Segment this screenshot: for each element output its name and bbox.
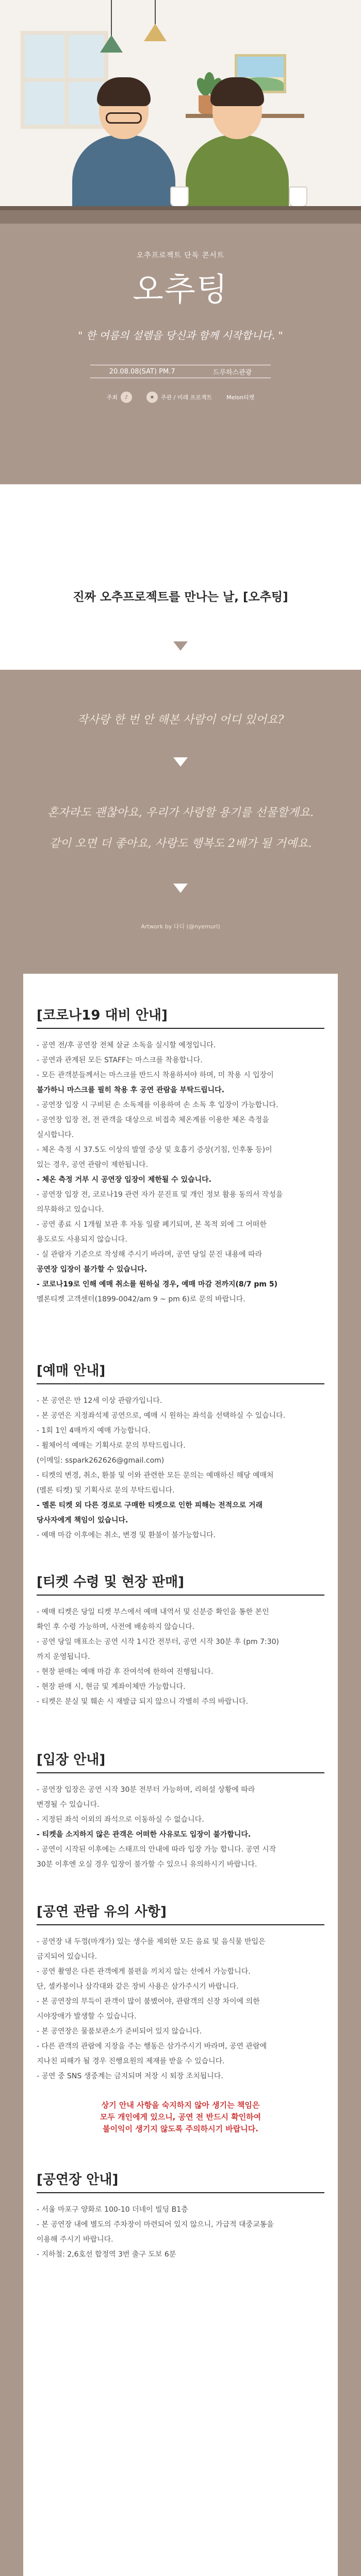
notice-item: - 공연이 시작된 이후에는 스태프의 안내에 따라 입장 가능 합니다. 공연 시작 — [37, 1845, 276, 1854]
notice-item: - 모든 관객분들께서는 마스크를 반드시 착용하셔야 하며, 미 착용 시 입장이 — [37, 1071, 274, 1079]
illustration-window — [21, 31, 108, 129]
intro-poem-line: 같이 오면 더 좋아요, 사랑도 행복도 2배가 될 거예요. — [49, 837, 312, 850]
lamp-icon — [144, 24, 167, 41]
notice-item: - 공연장 입장 전, 전 관객을 대상으로 비접촉 체온계를 이용한 체온 측정을 — [37, 1116, 269, 1124]
warning-notice: 상기 안내 사항을 숙지하지 않아 생기는 책임은 모두 개인에게 있으니, 공연 전 반드시 확인하여 불이익이 생기지 않도록 주의하시기 바랍니다. — [100, 2100, 261, 2133]
notice-item: - 티켓은 분실 및 훼손 시 재발급 되지 않으니 각별히 주의 바랍니다. — [37, 1698, 249, 1706]
section-title-booking: [예매 안내] — [37, 1363, 106, 1379]
notice-item: - 1회 1인 4매까지 예매 가능합니다. — [37, 1427, 151, 1435]
notice-item: - 본 공연장은 물품보관소가 준비되어 있지 않습니다. — [37, 2027, 202, 2036]
concert-subtitle: 오추프로젝트 단독 콘서트 — [136, 251, 225, 260]
artwork-credit: Artwork by 다디 (@nyemurl) — [141, 923, 220, 930]
intro-poem-line: 혼자라도 괜찮아요, 우리가 사랑할 용기를 선물할게요. — [47, 806, 314, 819]
notice-item: 불가하니 마스크를 필히 착용 후 공연 관람을 부탁드립니다. — [37, 1086, 225, 1094]
notice-item: - 체온 측정 시 37.5도 이상의 발열 증상 및 호흡기 증상(기침, 인후통 등)이 — [37, 1146, 272, 1154]
intro-poem-line: 작사랑 한 번 안 해본 사람이 어디 있어요? — [77, 714, 284, 726]
coffee-cup-icon — [289, 187, 307, 207]
arrow-down-icon — [173, 641, 188, 651]
section-list-rules — [37, 1935, 324, 2084]
notice-item: - 공연장 입장 전, 코로나19 관련 자가 문진표 및 개인 정보 활용 동의서 작성을 — [37, 1191, 283, 1199]
section-divider — [37, 1028, 324, 1029]
notice-item: - 지정된 좌석 이외의 좌석으로 이동하실 수 없습니다. — [37, 1816, 204, 1824]
notice-item: 당사자에게 책임이 있습니다. — [37, 1516, 128, 1524]
credit-organizer: ★ 주관 / 미래 프로젝트 — [146, 392, 212, 403]
concert-date: 20.08.08(SAT) PM.7 — [109, 367, 175, 376]
concert-title: 오추팅 — [133, 270, 228, 308]
notice-item: - 본 공연은 만 12세 이상 관람가입니다. — [37, 1397, 162, 1405]
lamp-cord — [111, 0, 112, 36]
notice-item: 금지되어 있습니다. — [37, 1953, 97, 1961]
notice-item: - 공연장 내 두껑(마개가) 있는 생수를 제외한 모든 음료 및 음식물 반입은 — [37, 1938, 266, 1946]
section-title-covid: [코로나19 대비 안내] — [37, 1008, 168, 1023]
notice-item: 있는 경우, 공연 관람이 제한됩니다. — [37, 1161, 149, 1169]
notice-item: - 공연 촬영은 다른 관객에게 불편을 끼치지 않는 선에서 가능합니다. — [37, 1968, 251, 1976]
section-title-ticket: [티켓 수령 및 현장 판매] — [37, 1574, 185, 1590]
notice-item: - 공연 종료 시 1개월 보관 후 자동 일괄 폐기되며, 본 목적 외에 그 어떠한 — [37, 1221, 267, 1229]
intro — [0, 587, 361, 604]
notice-item: - 다른 관객의 관람에 지장을 주는 행동은 삼가주시기 바라며, 공연 관람에 — [37, 2042, 267, 2050]
notice-item: 용도로도 사용되지 않습니다. — [37, 1235, 127, 1244]
notice-item: - 휠체어석 예매는 기획사로 문의 부탁드립니다. — [37, 1442, 186, 1450]
notice-item: 변경될 수 있습니다. — [37, 1801, 100, 1809]
notice-item: - 공연장 입장은 공연 시작 30분 전부터 가능하며, 리허설 상황에 따라 — [37, 1786, 255, 1794]
section-list-ticket — [37, 1605, 324, 1709]
section-divider — [37, 1772, 324, 1773]
section-divider — [37, 1383, 324, 1384]
notice-item: 까지 운영됩니다. — [37, 1653, 90, 1661]
illustration-person-left — [72, 135, 175, 217]
notice-item: - 본 공연장의 부득이 관객이 많이 붐볐어야, 관람객의 신장 차이에 의한 — [37, 1997, 260, 2006]
concert-venue: 드루하스관광 — [212, 368, 252, 377]
notice-item: - 공연 전/후 공연장 전체 살균 소독을 실시할 예정입니다. — [37, 1041, 216, 1049]
notice-item: 이용해 주시기 바랍니다. — [37, 2235, 113, 2244]
section-divider — [37, 2192, 324, 2193]
credits — [0, 392, 361, 403]
section-list-venue — [37, 2202, 324, 2262]
notice-item: 확인 후 수령 가능하며, 사전에 배송하지 않습니다. — [37, 1623, 195, 1631]
notice-item: - 지하철: 2,6호선 합정역 3번 출구 도보 6분 — [37, 2250, 176, 2259]
coffee-cup-icon — [170, 187, 189, 207]
host-logo-icon: ♪ — [121, 392, 132, 403]
notice-box — [23, 974, 338, 2576]
notice-item: 단, 셀카봉이나 삼각대와 같은 장비 사용은 삼가주시기 바랍니다. — [37, 1982, 239, 1991]
notice-item: - 멜론 티켓 외 다른 경로로 구매한 티켓으로 인한 피해는 전적으로 거래 — [37, 1501, 263, 1510]
credit-host: 주최 ♪ — [107, 392, 132, 403]
credit-ticketing: Melon티켓 — [226, 394, 255, 401]
notice-item: - 티켓의 변경, 취소, 환불 및 이와 관련한 모든 문의는 예매하신 해당 예매처 — [37, 1471, 274, 1480]
notice-item: 공연장 입장이 불가할 수 있습니다. — [37, 1265, 147, 1274]
hero-text — [0, 227, 361, 484]
section-title-venue: [공연장 안내] — [37, 2172, 119, 2188]
notice-item: - 본 공연장 내에 별도의 주차장이 마련되어 있지 않으니, 가급적 대중교통을 — [37, 2221, 274, 2229]
notice-item: 실시합니다. — [37, 1131, 74, 1139]
notice-item: 30분 이후엔 오실 경우 입장이 불가할 수 있으니 유의하시기 바랍니다. — [37, 1860, 257, 1869]
section-divider — [37, 1924, 324, 1925]
notice-item: - 공연과 관계된 모든 STAFF는 마스크를 착용합니다. — [37, 1056, 203, 1064]
notice-item: 시야장애가 발생할 수 있습니다. — [37, 2012, 137, 2021]
notice-item: (멜론 티켓) 및 기획사로 문의 부탁드립니다. — [37, 1486, 175, 1495]
section-title-entry: [입장 안내] — [37, 1752, 106, 1768]
notice-item: - 현장 판매 시, 현금 및 계좌이체만 가능합니다. — [37, 1683, 186, 1691]
notice-item: - 예매 티켓은 당일 티켓 부스에서 예매 내역서 및 신분증 확인을 통한 본인 — [37, 1608, 269, 1616]
notice-item: - 실 관람자 기준으로 작성해 주시기 바라며, 공연 당일 문진 내용에 따라 — [37, 1250, 262, 1259]
concert-quote: " 한 여름의 설렘을 당신과 함께 시작합니다. " — [78, 329, 283, 342]
notice-wrapper — [0, 974, 361, 2576]
notice-item: - 공연 중 SNS 생중계는 금지되며 저장 시 퇴장 조치됩니다. — [37, 2072, 223, 2080]
notice-item: - 코로나19로 인해 예매 취소를 원하실 경우, 예매 마감 전까지(8/7 pm 5) — [37, 1280, 278, 1289]
section-list-booking — [37, 1394, 324, 1543]
notice-item: - 본 공연은 지정좌석제 공연으로, 예매 시 원하는 좌석을 선택하실 수 있습니다. — [37, 1412, 286, 1420]
notice-item: - 체온 측정 거부 시 공연장 입장이 제한될 수 있습니다. — [37, 1176, 211, 1184]
section-list-entry — [37, 1783, 324, 1872]
notice-item: (이메일: sspark262626@gmail.com) — [37, 1456, 165, 1465]
section-title-rules: [공연 관람 유의 사항] — [37, 1904, 167, 1920]
notice-item: - 예매 마감 이후에는 취소, 변경 및 환불이 불가능합니다. — [37, 1531, 216, 1539]
section-list-covid — [37, 1038, 324, 1307]
concert-info — [90, 365, 271, 378]
hero-banner — [0, 0, 361, 484]
lamp-icon — [100, 35, 123, 53]
section-divider — [37, 1595, 324, 1596]
notice-item: 의무화하고 있습니다. — [37, 1206, 104, 1214]
notice-item: - 공연 당일 매표소는 공연 시작 1시간 전부터, 공연 시작 30분 후 (pm 7:30) — [37, 1638, 280, 1646]
notice-item: - 티켓을 소지하지 않은 관객은 어떠한 사유로도 입장이 불가합니다. — [37, 1831, 251, 1839]
notice-item: 멜론티켓 고객센터(1899-0042/am 9 ~ pm 6)로 문의 바랍니다. — [37, 1295, 245, 1303]
notice-item: - 공연장 입장 시 구비된 손 소독제를 이용하여 손 소독 후 입장이 가능합니다. — [37, 1101, 278, 1109]
notice-item: - 현장 판매는 예매 마감 후 잔여석에 한하여 진행됩니다. — [37, 1668, 214, 1676]
illustration-person-right — [186, 135, 289, 217]
arrow-down-icon — [173, 884, 188, 893]
intro-heading: 진짜 오추프로젝트를 만나는 날, [오추팅] — [73, 590, 288, 604]
organizer-logo-icon: ★ — [146, 392, 158, 403]
arrow-down-icon — [173, 757, 188, 767]
notice-item: 지나친 피해가 될 경우 진행요원의 제재를 받을 수 있습니다. — [37, 2057, 225, 2065]
notice-item: - 서울 마포구 양화로 100-10 더네이 빌딩 B1층 — [37, 2206, 188, 2214]
